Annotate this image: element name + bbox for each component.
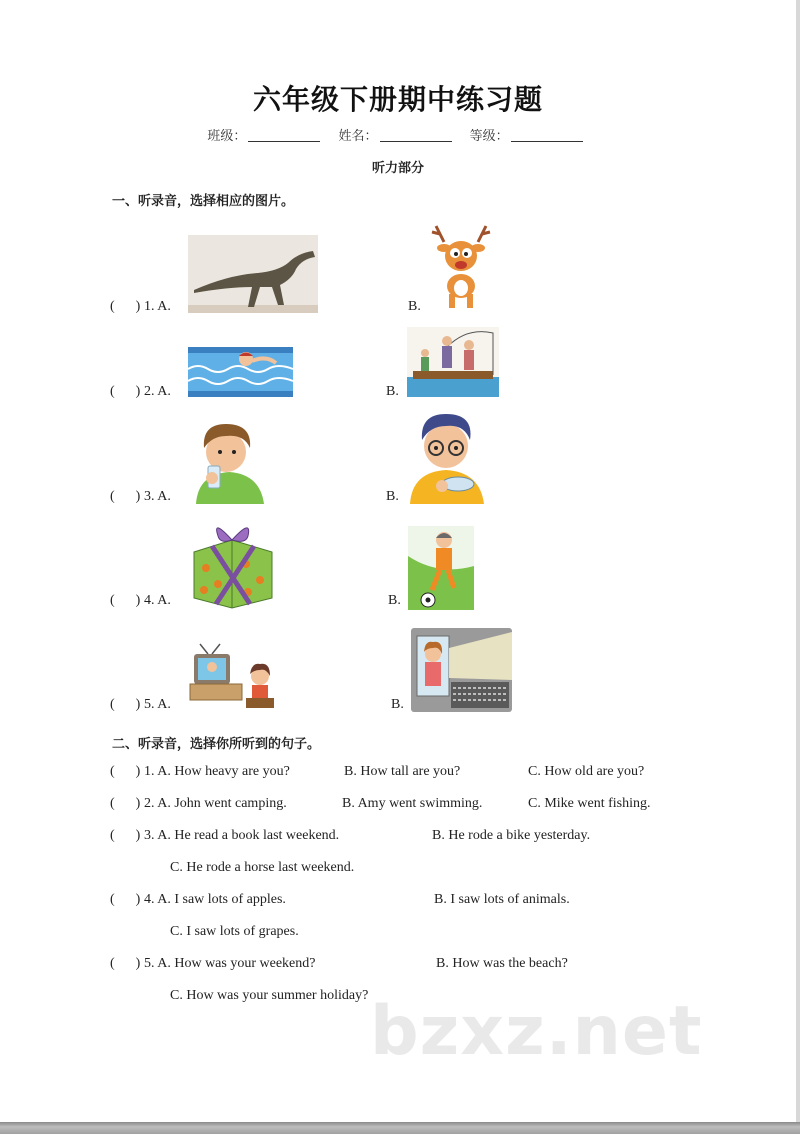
name-label: 姓名： (338, 129, 378, 144)
grade-blank (511, 130, 583, 142)
grade-label: 等级： (469, 129, 509, 144)
s1-q1-option-b: B. (408, 299, 421, 314)
s1-question-3: ( ) 3. A. (110, 489, 171, 504)
s2-q4-option-a: A. I saw lots of apples. (157, 892, 286, 907)
s2-q1-option-c: C. How old are you? (528, 764, 645, 779)
football-player-icon (408, 526, 474, 610)
s2-q5-option-a: A. How was your weekend? (157, 956, 316, 971)
s2-q2-option-b: B. Amy went swimming. (342, 796, 483, 811)
section1-heading: 一、听录音，选择相应的图片。 (112, 194, 295, 209)
s2-question-4: ( ) 4. A. I saw lots of apples. (110, 892, 286, 907)
cinema-icon (411, 628, 512, 712)
page-shadow-right (796, 0, 800, 1134)
dinosaur-icon (188, 235, 318, 313)
s2-q4-option-c: C. I saw lots of grapes. (170, 924, 299, 939)
swimming-icon (188, 345, 293, 397)
page-shadow-bottom (0, 1122, 800, 1134)
s1-q5-option-b: B. (391, 697, 404, 712)
s2-q2-option-a: A. John went camping. (157, 796, 287, 811)
s2-q1-option-a: A. How heavy are you? (157, 764, 290, 779)
name-blank (380, 130, 452, 142)
s2-q3-option-b: B. He rode a bike yesterday. (432, 828, 591, 843)
class-blank (248, 130, 320, 142)
fishing-icon (407, 327, 499, 397)
class-label: 班级： (207, 129, 247, 144)
deer-icon (430, 222, 492, 310)
section2-heading: 二、听录音，选择你所听到的句子。 (112, 737, 321, 752)
page-title: 六年级下册期中练习题 (252, 83, 543, 116)
s1-question-1: ( ) 1. A. (110, 299, 171, 314)
s1-q3-option-b: B. (386, 489, 399, 504)
s2-q2-option-c: C. Mike went fishing. (528, 796, 651, 811)
s2-q5-option-c: C. How was your summer holiday? (170, 988, 369, 1003)
gift-box-icon (188, 518, 276, 608)
s2-q3-option-a: A. He read a book last weekend. (157, 828, 340, 843)
s2-question-2: ( ) 2. A. John went camping. (110, 796, 287, 811)
section-subtitle: 听力部分 (371, 161, 424, 176)
student-info-line (0, 125, 796, 144)
s2-q3-option-c: C. He rode a horse last weekend. (170, 860, 355, 875)
s2-question-5: ( ) 5. A. How was your weekend? (110, 956, 316, 971)
boy-eating-icon (406, 410, 486, 504)
s2-question-3: ( ) 3. A. He read a book last weekend. (110, 828, 340, 843)
s2-q4-option-b: B. I saw lots of animals. (434, 892, 570, 907)
answer-paren: ( ) (110, 299, 141, 314)
s2-q5-option-b: B. How was the beach? (436, 956, 568, 971)
boy-drinking-icon (190, 418, 268, 504)
s1-q2-option-b: B. (386, 384, 399, 399)
s2-question-1: ( ) 1. A. How heavy are you? (110, 764, 290, 779)
s1-question-5: ( ) 5. A. (110, 697, 171, 712)
watching-tv-icon (188, 642, 280, 712)
watermark: bzxz.net (370, 992, 703, 1071)
s1-question-4: ( ) 4. A. (110, 593, 171, 608)
s1-q4-option-b: B. (388, 593, 401, 608)
s1-question-2: ( ) 2. A. (110, 384, 171, 399)
s2-q1-option-b: B. How tall are you? (344, 764, 461, 779)
